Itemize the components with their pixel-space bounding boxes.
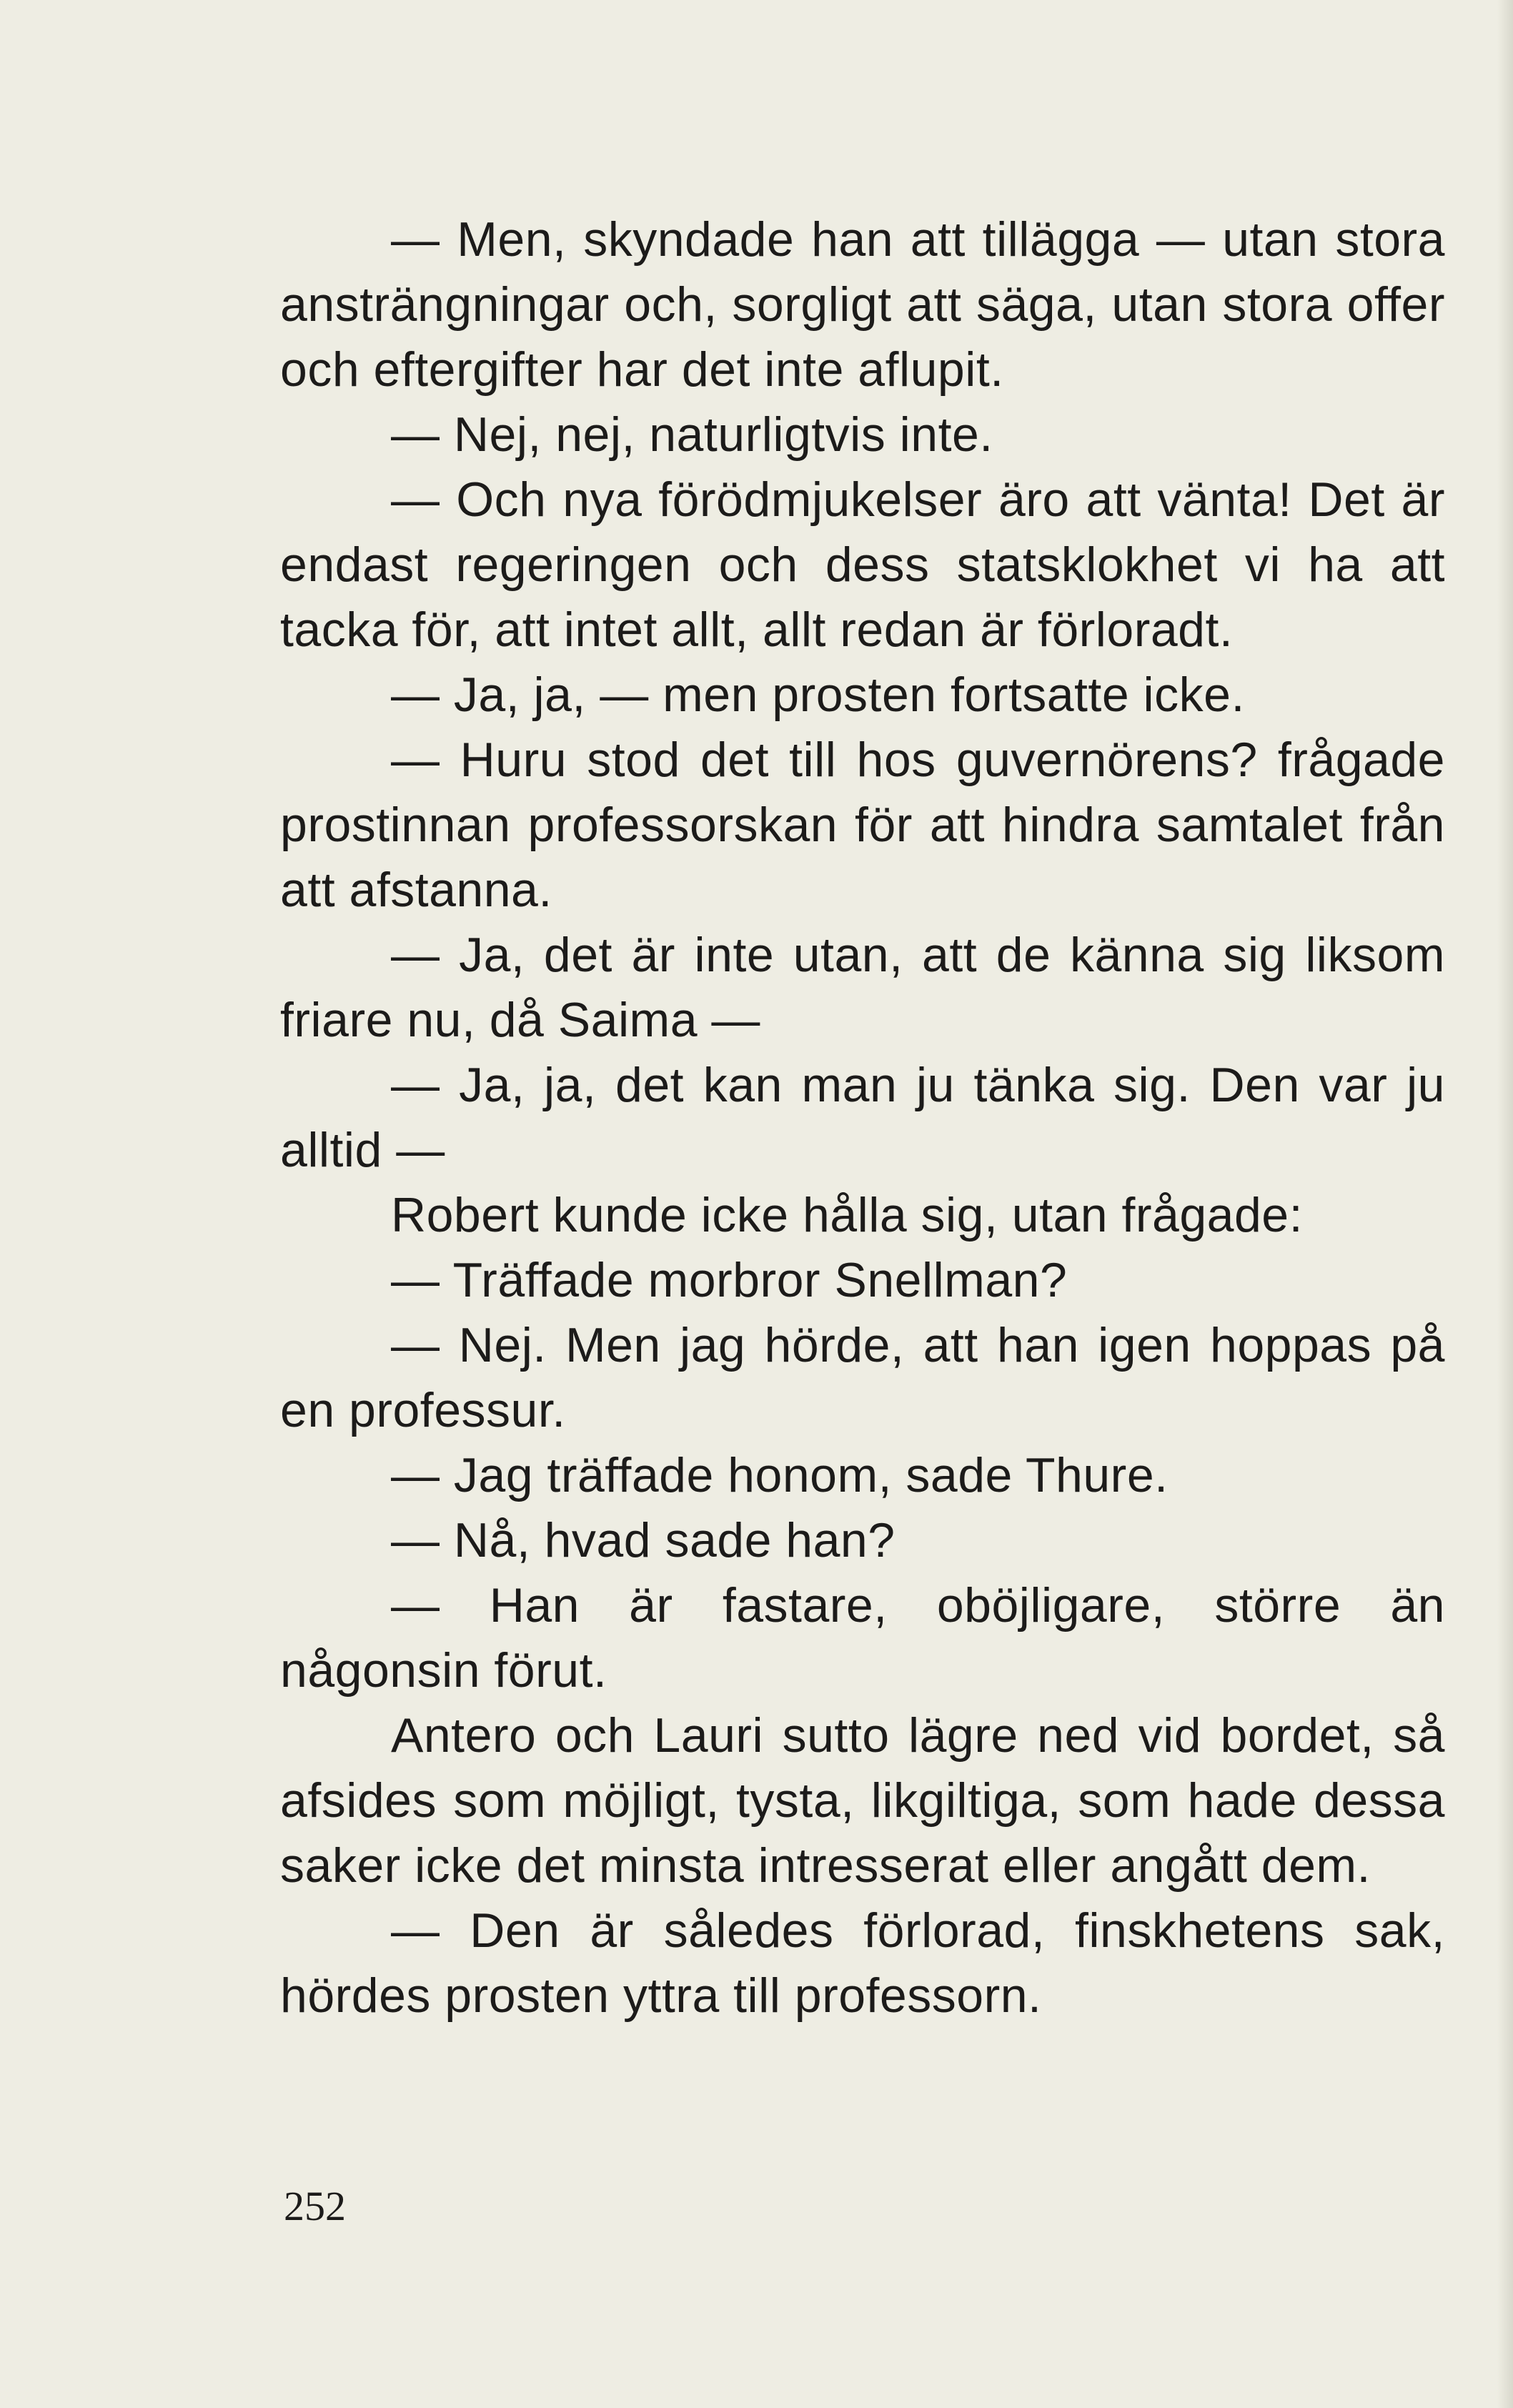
paragraph: Robert kunde icke hålla sig, utan frågade: <box>391 1188 1304 1242</box>
page-edge <box>1497 0 1513 2408</box>
paragraph: — Den är således förlorad, finskhetens sak, hördes prosten yttra till professorn. <box>280 1903 1445 2023</box>
paragraph: — Nå, hvad sade han? <box>391 1513 896 1567</box>
paragraph: — Ja, ja, det kan man ju tänka sig. Den var ju alltid — <box>280 1058 1445 1177</box>
paragraph: — Ja, det är inte utan, att de känna sig liksom friare nu, då Saima — <box>280 928 1445 1047</box>
paragraph: — Huru stod det till hos guvernörens? frågade prostinnan professorskan för att hindra samtalet från att afstanna. <box>280 733 1445 917</box>
paragraph: — Nej, nej, naturligtvis inte. <box>391 407 993 462</box>
body-text <box>280 207 1445 2028</box>
paragraph: — Jag träffade honom, sade Thure. <box>391 1448 1169 1502</box>
paragraph: Antero och Lauri sutto lägre ned vid bordet, så afsides som möjligt, tysta, likgiltiga, som hade dessa saker icke det minsta intresserat eller angått dem. <box>280 1708 1445 1893</box>
page-number: 252 <box>284 2183 346 2229</box>
paragraph: — Han är fastare, oböjligare, större än någonsin förut. <box>280 1578 1445 1698</box>
paragraph: — Träffade morbror Snellman? <box>391 1253 1068 1307</box>
paragraph: — Ja, ja, — men prosten fortsatte icke. <box>391 668 1245 722</box>
paragraph: — Men, skyndade han att tillägga — utan stora ansträngningar och, sorgligt att säga, utan stora offer och eftergifter har det inte aflupit. <box>280 212 1445 397</box>
paragraph: — Nej. Men jag hörde, att han igen hoppas på en professur. <box>280 1318 1445 1437</box>
paragraph: — Och nya förödmjukelser äro att vänta! Det är endast regeringen och dess statsklokhet vi ha att tacka för, att intet allt, allt redan är förloradt. <box>280 472 1445 657</box>
